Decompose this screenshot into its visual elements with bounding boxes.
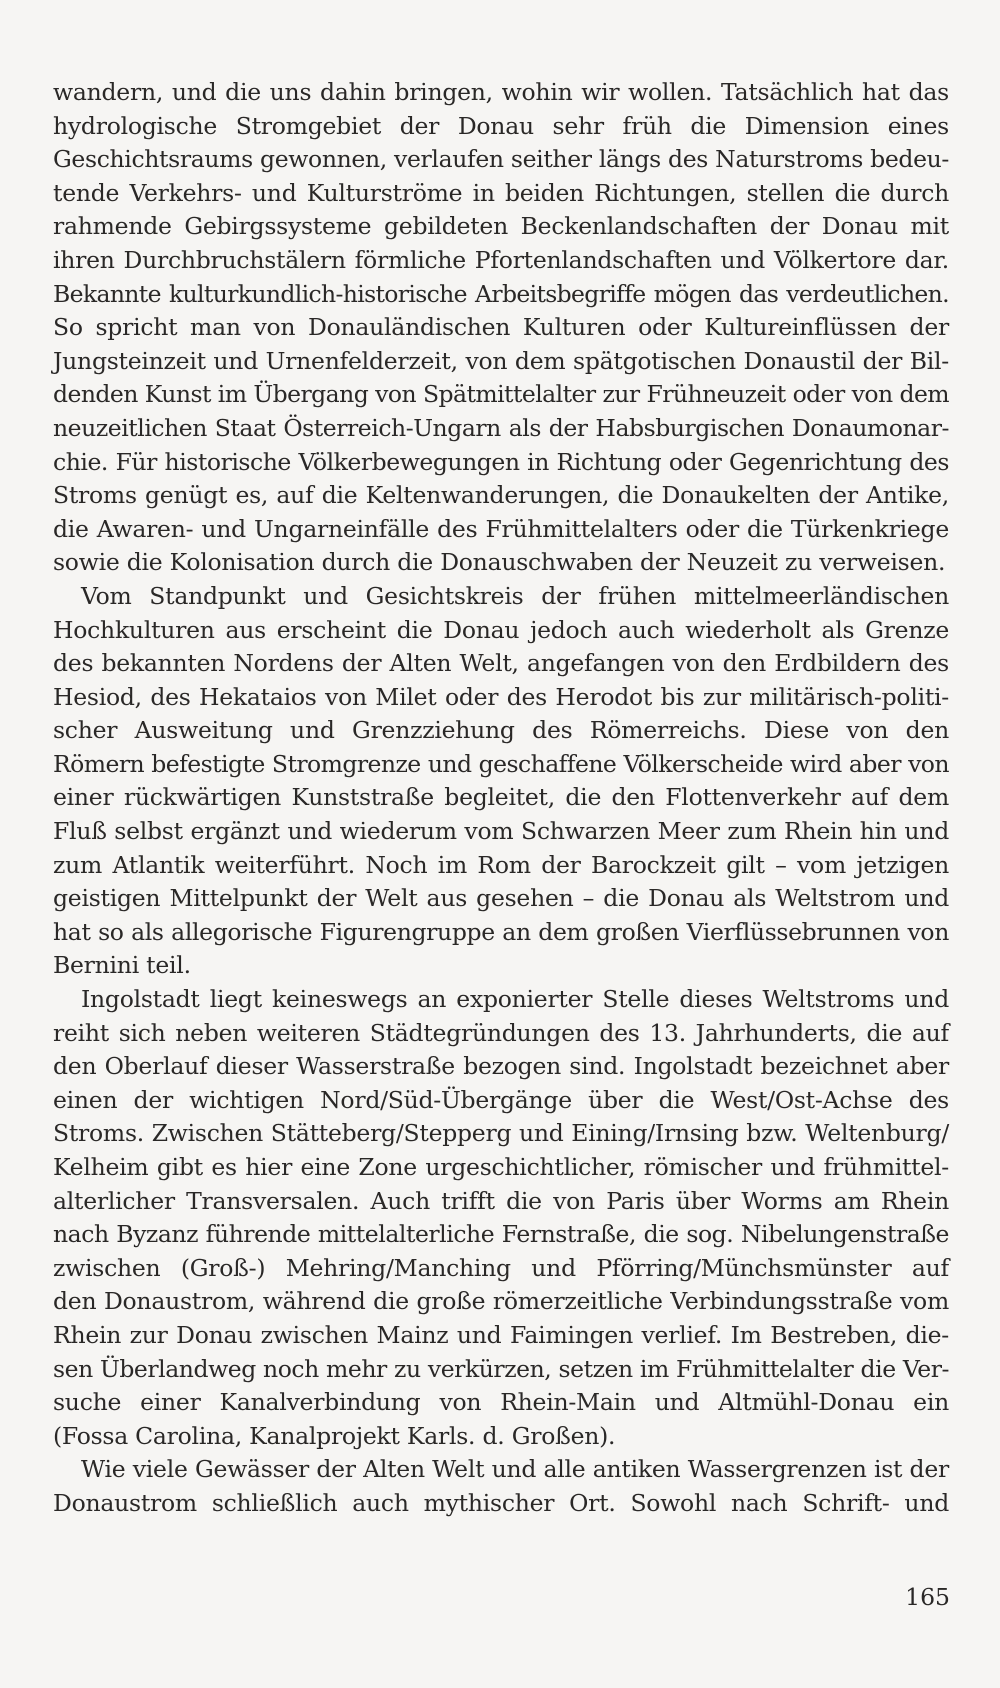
- text-line: geistigen Mittelpunkt der Welt aus gesehen – die Donau als Weltstrom und: [53, 884, 949, 913]
- text-line: des bekannten Nordens der Alten Welt, angefangen von den Erdbildern des: [53, 649, 949, 678]
- text-line: Römern befestigte Stromgrenze und geschaffene Völkerscheide wird aber von: [53, 749, 949, 778]
- text-line: So spricht man von Donauländischen Kulturen oder Kultureinflüssen der: [53, 313, 949, 342]
- text-line: neuzeitlichen Staat Österreich-Ungarn als der Habsburgischen Donaumonar-: [53, 413, 949, 442]
- text-line: sen Überlandweg noch mehr zu verkürzen, setzen im Frühmittelalter die Ver-: [53, 1354, 949, 1383]
- text-line: scher Ausweitung und Grenzziehung des Römerreichs. Diese von den: [53, 716, 949, 745]
- page-number: 165: [905, 1583, 950, 1611]
- text-line: Jungsteinzeit und Urnenfelderzeit, von dem spätgotischen Donaustil der Bil-: [53, 346, 949, 375]
- text-line: reiht sich neben weiteren Städtegründungen des 13. Jahrhunderts, die auf: [53, 1018, 949, 1047]
- text-line: Donaustrom schließlich auch mythischer Ort. Sowohl nach Schrift- und: [53, 1488, 949, 1517]
- text-line: Hochkulturen aus erscheint die Donau jedoch auch wiederholt als Grenze: [53, 615, 949, 644]
- text-line: Geschichtsraums gewonnen, verlaufen seither längs des Naturstroms bedeu-: [53, 145, 949, 174]
- text-line: denden Kunst im Übergang von Spätmittelalter zur Frühneuzeit oder von dem: [53, 380, 950, 409]
- text-line: Stroms. Zwischen Stätteberg/Stepperg und Eining/Irnsing bzw. Weltenburg/: [53, 1119, 949, 1148]
- text-line: einen der wichtigen Nord/Süd-Übergänge über die West/Ost-Achse des: [53, 1085, 949, 1114]
- text-line: die Awaren- und Ungarneinfälle des Frühmittelalters oder die Türkenkriege: [53, 514, 949, 543]
- text-line: zwischen (Groß-) Mehring/Manching und Pförring/Münchsmünster auf: [53, 1253, 949, 1282]
- text-line: Vom Standpunkt und Gesichtskreis der frühen mittelmeerländischen: [81, 581, 949, 610]
- text-line: hydrologische Stromgebiet der Donau sehr früh die Dimension eines: [53, 111, 949, 140]
- text-line: Wie viele Gewässer der Alten Welt und alle antiken Wassergrenzen ist der: [81, 1455, 949, 1484]
- text-line: hat so als allegorische Figurengruppe an dem großen Vierflüssebrunnen von: [53, 917, 949, 946]
- text-line: einer rückwärtigen Kunststraße begleitet, die den Flottenverkehr auf dem: [53, 783, 949, 812]
- text-line: Fluß selbst ergänzt und wiederum vom Schwarzen Meer zum Rhein hin und: [53, 817, 949, 846]
- text-line: Stroms genügt es, auf die Keltenwanderungen, die Donaukelten der Antike,: [53, 481, 949, 510]
- text-line: suche einer Kanalverbindung von Rhein-Main und Altmühl-Donau ein: [53, 1388, 949, 1417]
- text-line: sowie die Kolonisation durch die Donauschwaben der Neuzeit zu verweisen.: [53, 548, 946, 577]
- text-line: Hesiod, des Hekataios von Milet oder des Herodot bis zur militärisch-politi-: [53, 682, 949, 711]
- text-line: nach Byzanz führende mittelalterliche Fernstraße, die sog. Nibelungenstraße: [53, 1220, 949, 1249]
- text-line: Ingolstadt liegt keineswegs an exponierter Stelle dieses Weltstroms und: [81, 985, 949, 1014]
- text-line: (Fossa Carolina, Kanalprojekt Karls. d. Großen).: [53, 1421, 616, 1450]
- text-line: den Oberlauf dieser Wasserstraße bezogen sind. Ingolstadt bezeichnet aber: [53, 1052, 949, 1081]
- text-line: Bernini teil.: [53, 951, 191, 980]
- text-line: alterlicher Transversalen. Auch trifft die von Paris über Worms am Rhein: [53, 1186, 949, 1215]
- text-line: ihren Durchbruchstälern förmliche Pfortenlandschaften und Völkertore dar.: [53, 245, 949, 274]
- text-line: wandern, und die uns dahin bringen, wohin wir wollen. Tatsächlich hat das: [53, 78, 949, 106]
- text-line: tende Verkehrs- und Kulturströme in beiden Richtungen, stellen die durch: [53, 178, 949, 207]
- text-line: chie. Für historische Völkerbewegungen in Richtung oder Gegenrichtung des: [53, 447, 949, 476]
- body-text: [53, 76, 949, 1521]
- text-line: Rhein zur Donau zwischen Mainz und Faimingen verlief. Im Bestreben, die-: [53, 1320, 949, 1349]
- text-line: zum Atlantik weiterführt. Noch im Rom der Barockzeit gilt – vom jetzigen: [53, 850, 949, 879]
- text-line: den Donaustrom, während die große römerzeitliche Verbindungsstraße vom: [53, 1287, 949, 1316]
- text-line: Bekannte kulturkundlich-historische Arbeitsbegriffe mögen das verdeutlichen.: [53, 279, 949, 308]
- text-line: Kelheim gibt es hier eine Zone urgeschichtlicher, römischer und frühmittel-: [53, 1153, 949, 1181]
- text-line: rahmende Gebirgssysteme gebildeten Beckenlandschaften der Donau mit: [53, 212, 949, 241]
